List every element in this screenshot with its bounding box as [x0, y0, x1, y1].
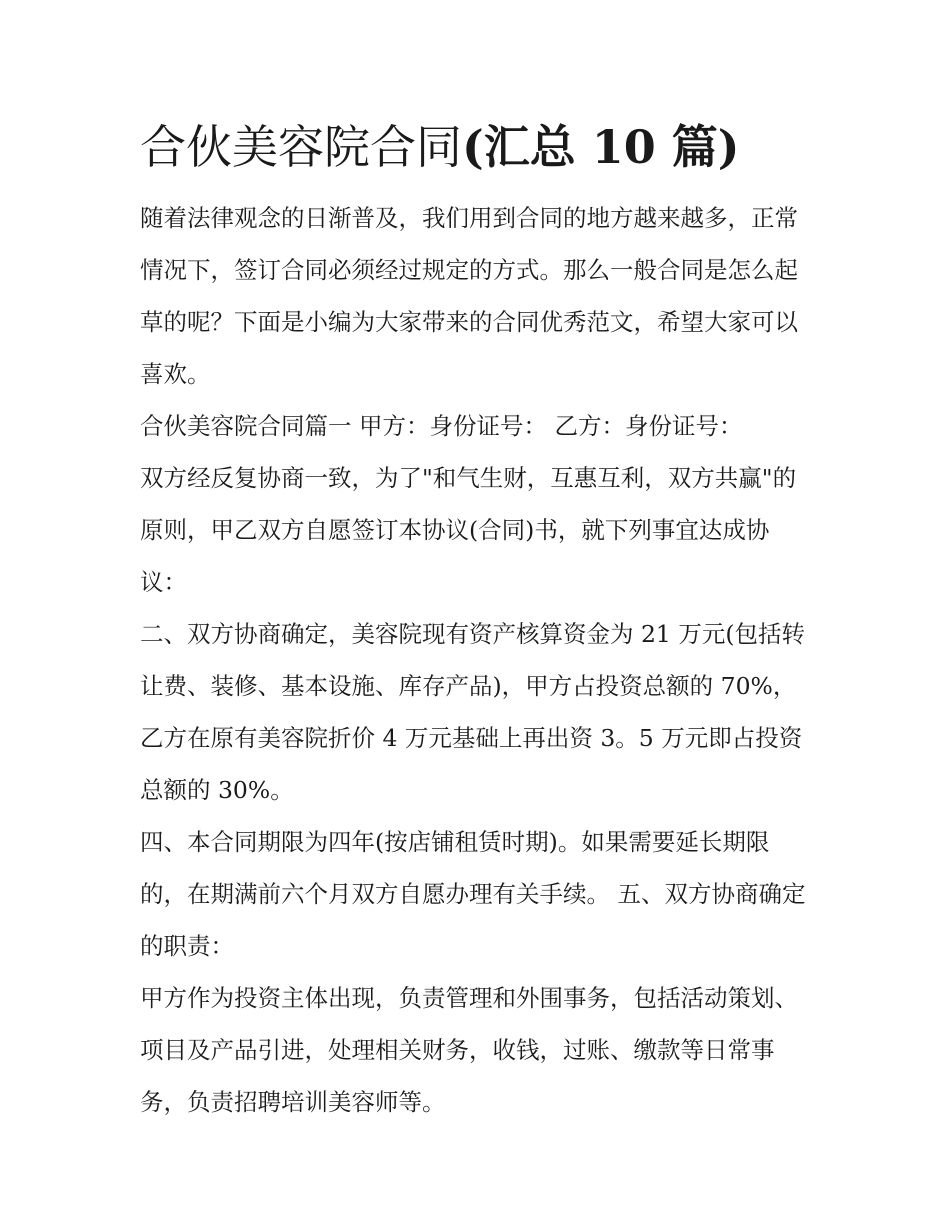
document-body — [140, 114, 812, 1128]
intro-paragraph: 随着法律观念的日渐普及，我们用到合同的地方越来越多，正常情况下，签订合同必须经过规定的方式。那么一般合同是怎么起草的呢？下面是小编为大家带来的合同优秀范文，希望大家可以喜欢。 — [140, 204, 798, 388]
document-title — [140, 114, 812, 180]
party-a-duties-paragraph: 甲方作为投资主体出现，负责管理和外围事务，包括活动策划、项目及产品引进，处理相关财务，收钱，过账、缴款等日常事务，负责招聘培训美容师等。 — [140, 984, 798, 1116]
contract-header-paragraph: 合伙美容院合同篇一 甲方：身份证号： 乙方：身份证号： — [140, 412, 743, 440]
title-main: 合伙美容院合同 — [140, 120, 462, 174]
clause-two-paragraph: 二、双方协商确定，美容院现有资产核算资金为 21 万元(包括转让费、装修、基本设施、库存产品)，甲方占投资总额的 70%，乙方在原有美容院折价 4 万元基础上再出资 3。5 万元即占投资总额的 30%。 — [140, 620, 806, 804]
agreement-paragraph: 双方经反复协商一致，为了"和气生财，互惠互利，双方共赢"的原则，甲乙双方自愿签订本协议(合同)书，就下列事宜达成协议： — [140, 464, 797, 596]
title-suffix: (汇总 10 篇) — [462, 120, 740, 174]
clause-four-paragraph: 四、本合同期限为四年(按店铺租赁时期)。如果需要延长期限的，在期满前六个月双方自愿办理有关手续。 五、双方协商确定的职责： — [140, 828, 806, 960]
